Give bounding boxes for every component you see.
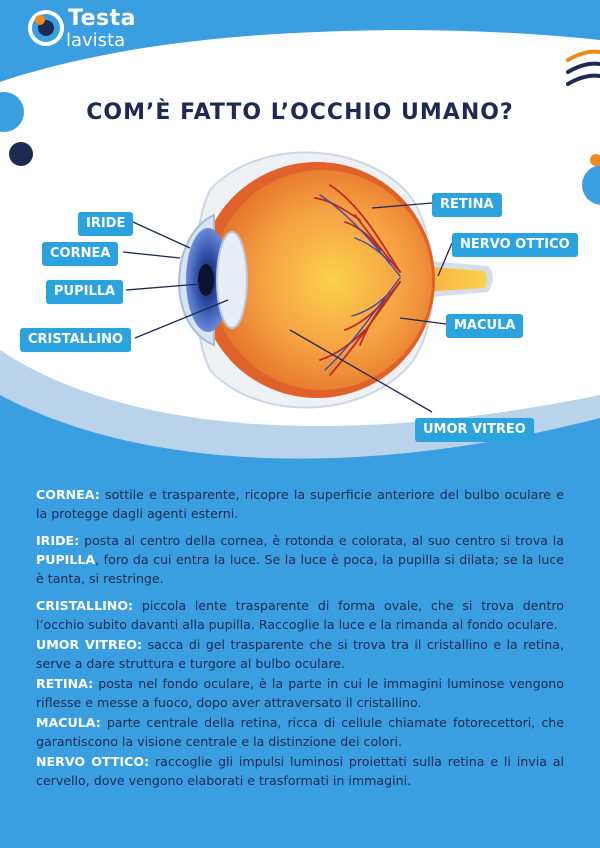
text-pupilla: , foro da cui entra la luce. Se la luce è poca, la pupilla si dilata; se la luce è tanta, si restringe.	[36, 552, 564, 586]
label-retina: RETINA	[432, 193, 502, 217]
term-umor-vitreo: UMOR VITREO:	[36, 637, 143, 652]
brand-name-top: Testa	[68, 6, 136, 31]
term-cristallino: CRISTALLINO:	[36, 598, 134, 613]
desc-macula	[36, 713, 564, 751]
term-cornea: CORNEA:	[36, 487, 100, 502]
text-macula: parte centrale della retina, ricca di cellule chiamate fotorecettori, che garantiscono la visione centrale e la distinzione dei colori.	[36, 715, 564, 749]
text-cristallino: piccola lente trasparente di forma ovale, che si trova dentro l’occhio subito davanti alla pupilla. Raccoglie la luce e la rimanda al fondo oculare.	[36, 598, 564, 632]
desc-cristallino	[36, 596, 564, 634]
desc-cornea	[36, 485, 564, 523]
term-macula: MACULA:	[36, 715, 101, 730]
text-iride: posta al centro della cornea, è rotonda e colorata, al suo centro si trova la	[79, 533, 564, 548]
text-nervo-ottico: raccoglie gli impulsi luminosi proiettati sulla retina e li invia al cervello, dove vengono elaborati e trasformati in immagini.	[36, 754, 564, 788]
label-macula: MACULA	[446, 314, 523, 338]
desc-nervo-ottico	[36, 752, 564, 790]
label-pupilla: PUPILLA	[46, 280, 123, 304]
desc-iride	[36, 531, 564, 588]
text-retina: posta nel fondo oculare, è la parte in cui le immagini luminose vengono riflesse e messe a fuoco, dopo aver attraversato il cristallino.	[36, 676, 564, 710]
pupil-shape	[198, 264, 214, 296]
text-cornea: sottile e trasparente, ricopre la superficie anteriore del bulbo oculare e la protegge dagli agenti esterni.	[36, 487, 564, 521]
label-nervo-ottico: NERVO OTTICO	[452, 233, 578, 257]
term-pupilla: PUPILLA	[36, 552, 96, 567]
term-retina: RETINA:	[36, 676, 94, 691]
term-nervo-ottico: NERVO OTTICO:	[36, 754, 150, 769]
label-cornea: CORNEA	[42, 242, 118, 266]
descriptions-block	[36, 485, 564, 791]
page-title: COM’È FATTO L’OCCHIO UMANO?	[86, 100, 514, 125]
term-iride: IRIDE:	[36, 533, 80, 548]
desc-retina	[36, 674, 564, 712]
desc-umor-vitreo	[36, 635, 564, 673]
brand-name-bottom: lavista	[66, 30, 126, 51]
label-iride: IRIDE	[78, 212, 133, 236]
text-umor-vitreo: sacca di gel trasparente che si trova tra il cristallino e la retina, serve a dare struttura e turgore al bulbo oculare.	[36, 637, 564, 671]
label-umor-vitreo: UMOR VITREO	[415, 418, 534, 442]
label-cristallino: CRISTALLINO	[20, 328, 131, 352]
lens-shape	[217, 232, 247, 328]
